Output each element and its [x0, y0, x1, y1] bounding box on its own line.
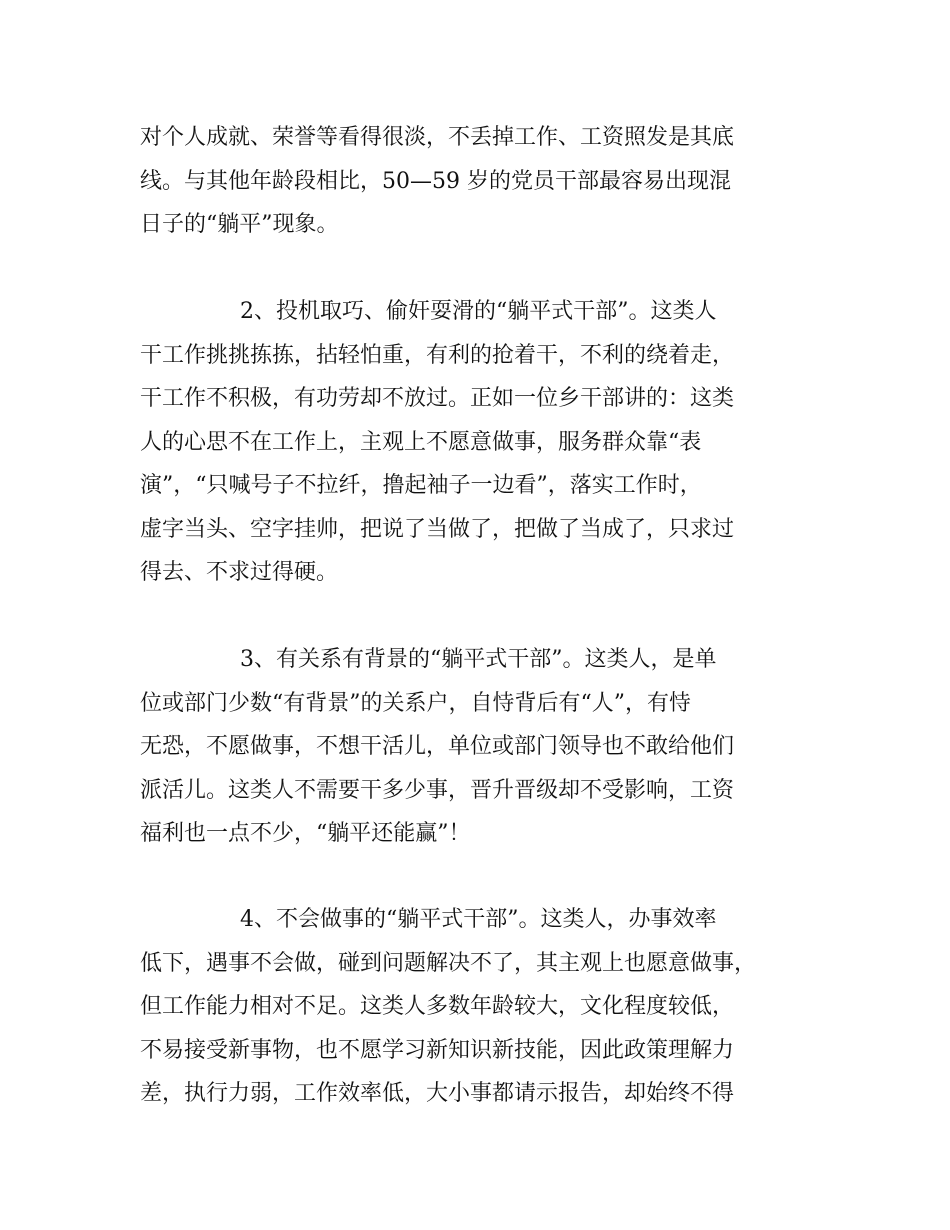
- text-line: 演”，“只喊号子不拉纤，撸起袖子一边看”，落实工作时，: [140, 473, 702, 498]
- text-line: 得去、不求过得硬。: [140, 560, 339, 585]
- paragraph-4: [140, 898, 840, 1116]
- paragraph-2: [140, 290, 840, 595]
- text-line: 虚字当头、空字挂帅，把说了当做了，把做了当成了，只求过: [140, 516, 735, 542]
- paragraph-1: [140, 116, 840, 247]
- text-line: 对个人成就、荣誉等看得很淡，不丢掉工作、工资照发是其底: [140, 125, 735, 150]
- text-line: 无恐，不愿做事，不想干活儿，单位或部门领导也不敢给他们: [140, 734, 735, 759]
- text-line: 干工作挑挑拣拣，拈轻怕重，有利的抢着干，不利的绕着走，: [140, 342, 735, 368]
- text-line-heading: 4、不会做事的“躺平式干部”。这类人，办事效率: [240, 907, 717, 932]
- text-line-heading: 3、有关系有背景的“躺平式干部”。这类人，是单: [240, 647, 717, 672]
- text-line: 但工作能力相对不足。这类人多数年龄较大，文化程度较低，: [140, 994, 735, 1019]
- text-line: 低下，遇事不会做，碰到问题解决不了，其主观上也愿意做事，: [140, 950, 757, 976]
- text-line: 日子的“躺平”现象。: [140, 212, 339, 237]
- text-line: 福利也一点不少，“躺平还能赢”！: [140, 821, 471, 846]
- text-line: 线。与其他年龄段相比，50—59 岁的党员干部最容易出现混: [140, 168, 731, 194]
- text-line: 干工作不积极，有功劳却不放过。正如一位乡干部讲的：这类: [140, 386, 735, 411]
- paragraph-3: [140, 638, 840, 856]
- text-line: 人的心思不在工作上，主观上不愿意做事，服务群众靠“表: [140, 429, 702, 455]
- text-line-heading: 2、投机取巧、偷奸耍滑的“躺平式干部”。这类人: [240, 299, 717, 324]
- text-line: 不易接受新事物，也不愿学习新知识新技能，因此政策理解力: [140, 1037, 735, 1063]
- text-line: 派活儿。这类人不需要干多少事，晋升晋级却不受影响，工资: [140, 777, 735, 803]
- text-line: 位或部门少数“有背景”的关系户，自恃背后有“人”，有恃: [140, 690, 691, 716]
- text-line: 差，执行力弱，工作效率低，大小事都请示报告，却始终不得: [140, 1081, 735, 1106]
